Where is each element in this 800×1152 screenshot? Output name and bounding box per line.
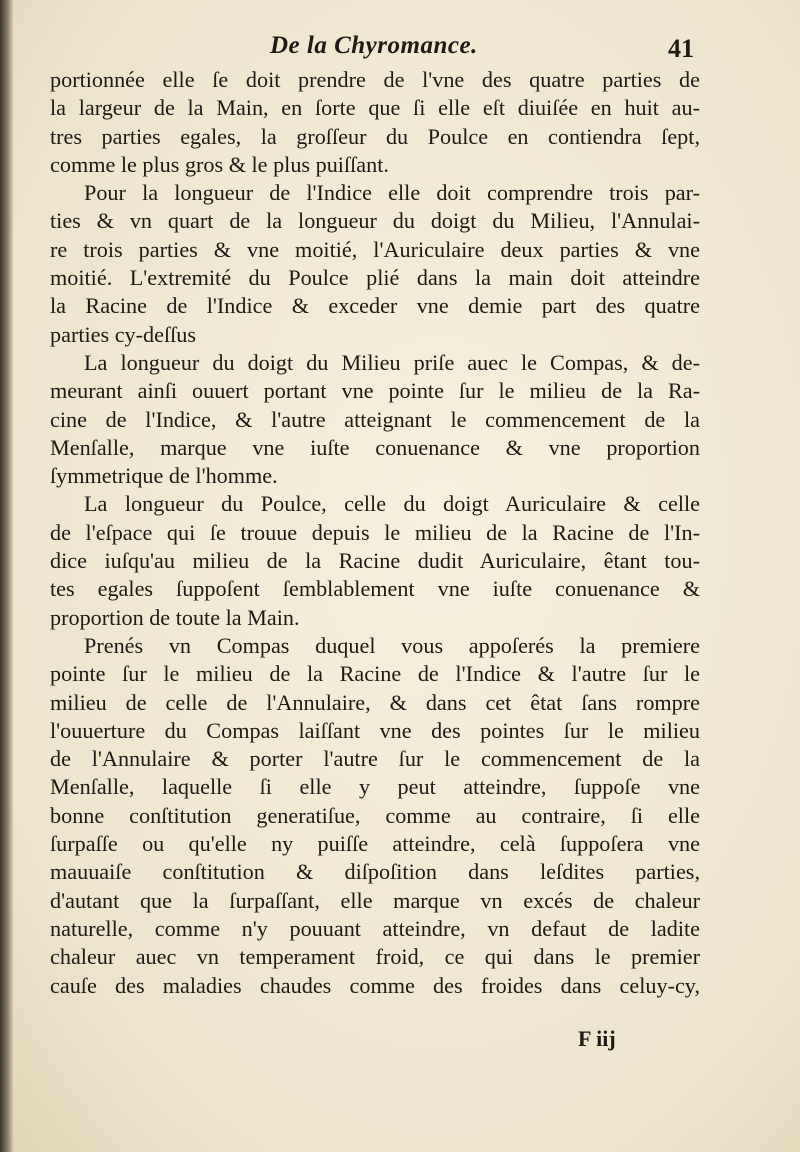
text-line: Pour la longueur de l'Indice elle doit comprendre trois par- (84, 180, 700, 206)
text-line: milieu de celle de l'Annulaire, & dans cet êtat ſans rompre (50, 689, 700, 715)
text-line: meurant ainſi ouuert portant vne pointe ſur le milieu de la Ra- (50, 378, 700, 404)
text-line: La longueur du doigt du Milieu priſe auec le Compas, & de- (84, 349, 700, 375)
binding-gutter (0, 0, 14, 1152)
running-title: De la Chyromance. (270, 32, 478, 59)
text-line: ſymmetrique de l'homme. (50, 463, 278, 489)
text-line: mauuaiſe conſtitution & diſpoſition dans leſdites parties, (50, 859, 700, 885)
page-number: 41 (668, 34, 694, 63)
body-text (50, 66, 700, 1000)
text-line: proportion de toute la Main. (50, 604, 300, 630)
text-line: cauſe des maladies chaudes comme des froides dans celuy-cy, (50, 972, 700, 998)
text-line: Prenés vn Compas duquel vous appoſerés la premiere (84, 632, 700, 658)
text-line: naturelle, comme n'y pouuant atteindre, vn defaut de ladite (50, 915, 700, 941)
text-line: La longueur du Poulce, celle du doigt Auriculaire & celle (84, 491, 700, 517)
text-line: dice iuſqu'au milieu de la Racine dudit Auriculaire, êtant tou- (50, 548, 700, 574)
text-line: la largeur de la Main, en ſorte que ſi elle eſt diuiſée en huit au- (50, 95, 700, 121)
text-line: ties & vn quart de la longueur du doigt du Milieu, l'Annulai- (50, 208, 700, 234)
text-line: Menſalle, laquelle ſi elle y peut atteindre, ſuppoſe vne (50, 774, 700, 800)
text-line: chaleur auec vn temperament froid, ce qui dans le premier (50, 944, 700, 970)
signature-mark: F iij (578, 1026, 616, 1051)
text-line: tres parties egales, la groſſeur du Poulce en contiendra ſept, (50, 123, 700, 149)
text-line: de l'eſpace qui ſe trouue depuis le milieu de la Racine de l'In- (50, 519, 700, 545)
text-line: de l'Annulaire & porter l'autre ſur le commencement de la (50, 746, 700, 772)
text-line: l'ouuerture du Compas laiſſant vne des pointes ſur le milieu (50, 717, 700, 743)
text-line: tes egales ſuppoſent ſemblablement vne iuſte conuenance & (50, 576, 700, 602)
text-line: ſurpaſſe ou qu'elle ny puiſſe atteindre, celà ſuppoſera vne (50, 831, 700, 857)
text-line: pointe ſur le milieu de la Racine de l'Indice & l'autre ſur le (50, 661, 700, 687)
text-line: Menſalle, marque vne iuſte conuenance & vne proportion (50, 434, 700, 460)
text-line: bonne conſtitution generatiſue, comme au contraire, ſi elle (50, 802, 700, 828)
text-line: d'autant que la ſurpaſſant, elle marque vn excés de chaleur (50, 887, 700, 913)
text-line: portionnée elle ſe doit prendre de l'vne des quatre parties de (50, 67, 700, 92)
text-line: comme le plus gros & le plus puiſſant. (50, 151, 389, 177)
text-line: la Racine de l'Indice & exceder vne demie part des quatre (50, 293, 700, 319)
text-line: parties cy-deſſus (50, 321, 197, 347)
text-line: re trois parties & vne moitié, l'Auriculaire deux parties & vne (50, 236, 700, 262)
text-line: moitié. L'extremité du Poulce plié dans la main doit atteindre (50, 265, 700, 291)
text-line: cine de l'Indice, & l'autre atteignant le commencement de la (50, 406, 700, 432)
